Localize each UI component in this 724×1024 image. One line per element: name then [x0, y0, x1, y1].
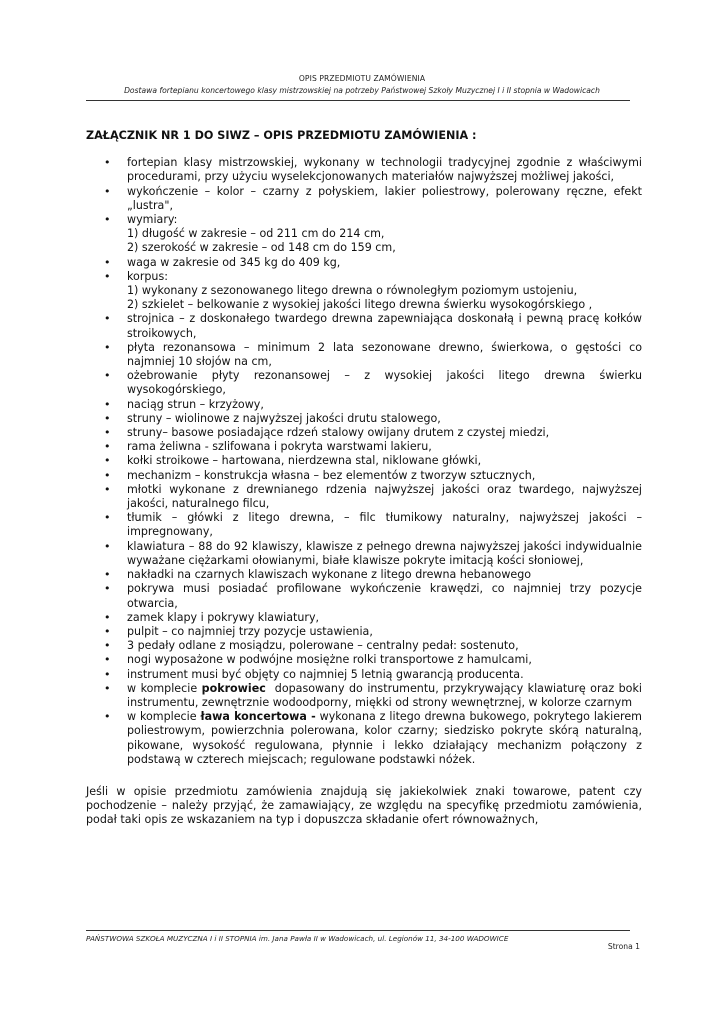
list-item [86, 440, 642, 454]
list-item-text: tłumik – główki z litego drewna, – filc tłumikowy naturalny, najwyższej jakości – impregnowany, [127, 511, 642, 539]
list-item-text: młotki wykonane z drewnianego rdzenia najwyższej jakości oraz twardego, najwyższej jakości, naturalnego filcu, [127, 482, 642, 511]
cover-prefix: w komplecie [127, 681, 202, 695]
list-item [86, 185, 642, 213]
trademark-paragraph: Jeśli w opisie przedmiotu zamówienia znajdują się jakiekolwiek znaki towarowe, patent czy pochodzenie – należy przyjąć, że zamawiający, ze względu na specyfikę przedmiotu zamówienia, podał taki opis ze wskazaniem na typ i dopuszcza składanie ofert równoważnych, [86, 784, 642, 827]
list-item [86, 639, 642, 653]
list-item [86, 668, 642, 682]
list-item-text: strojnica – z doskonałego twardego drewna zapewniająca doskonałą i pewną pracę kołków stroikowych, [127, 312, 642, 340]
list-item [86, 611, 642, 625]
document-body [86, 129, 646, 828]
list-item-text: waga w zakresie od 345 kg do 409 kg, [127, 255, 341, 269]
list-item-text: • korpus: [127, 269, 168, 283]
body-sub-2: 2) szkielet – belkowanie z wysokiej jakości litego drewna świerku wysokogórskiego , [127, 298, 593, 312]
footer-divider [86, 930, 630, 931]
list-item [86, 483, 642, 511]
list-item-text: 3 pedały odlane z mosiądzu, polerowane – centralny pedał: sostenuto, [127, 639, 519, 653]
list-item [86, 341, 642, 369]
list-item [86, 681, 646, 710]
list-item [86, 469, 642, 483]
specification-list [86, 156, 646, 767]
footer-school: PAŃSTWOWA SZKOŁA MUZYCZNA I i II STOPNIA im. Jana Pawła II w Wadowicach, ul. Legionów 11, 34-100 WADOWICE [86, 934, 509, 943]
list-item [86, 540, 642, 568]
list-item-text: struny– basowe posiadające rdzeń stalowy owijany drutem z czystej miedzi, [127, 426, 550, 440]
list-item [86, 454, 642, 468]
list-item-text: struny – wiolinowe z najwyższej jakości drutu stalowego, [127, 411, 441, 425]
header-divider [86, 100, 630, 101]
dimension-length: 1) długość w zakresie – od 211 cm do 214 cm, [127, 227, 385, 241]
list-item-text: pokrywa musi posiadać profilowane wykończenie krawędzi, co najmniej trzy pozycje otwarcia, [127, 582, 642, 610]
list-item-text: kołki stroikowe – hartowana, nierdzewna stal, niklowane główki, [127, 454, 482, 468]
list-item-text: • wymiary: [127, 213, 178, 227]
header-title: OPIS PRZEDMIOTU ZAMÓWIENIA [298, 74, 426, 83]
list-item [86, 625, 642, 639]
list-item-text: rama żeliwna - szlifowana i pokryta warstwami lakieru, [127, 440, 432, 454]
list-item [86, 568, 642, 582]
list-item [86, 156, 642, 184]
dimension-width: 2) szerokość w zakresie – od 148 cm do 159 cm, [127, 241, 396, 255]
list-item [86, 270, 642, 313]
list-item-text: naciąg strun – krzyżowy, [127, 397, 264, 411]
bench-rest: wykonana z litego drewna bukowego, pokrytego lakierem poliestrowym, powierzchnia polerowana, kolor czarny; siedzisko pokryte skórą naturalną, pikowane, wysokość regulowana, płynnie i lekko działający mechanizm połączony z podstawą w czterech miejscach; regulowane podstawki nóżek. [127, 710, 642, 766]
list-item-text: wykończenie – kolor – czarny z połyskiem, lakier poliestrowy, polerowany ręczne, efekt „lustra", [127, 184, 642, 212]
list-item [86, 213, 642, 256]
list-item-text: fortepian klasy mistrzowskiej, wykonany w technologii tradycyjnej zgodnie z właściwymi procedurami, przy użyciu wyselekcjonowanych materiałów najwyższej możliwej jakości, [127, 156, 642, 184]
list-item [86, 369, 642, 397]
list-item-text: klawiatura – 88 do 92 klawiszy, klawisze z pełnego drewna najwyższej jakości indywidualnie wyważane ciężarkami ołowianymi, białe klawisze pokryte imitacją kości słoniowej, [127, 539, 642, 567]
list-item [86, 312, 642, 340]
body-sub-1: 1) wykonany z sezonowanego litego drewna o równoległym poziomym ustojeniu, [127, 284, 578, 298]
list-item-text: płyta rezonansowa – minimum 2 lata sezonowane drewno, świerkowa, o gęstości co najmniej 10 słojów na cm, [127, 340, 642, 369]
header-subtitle: Dostawa fortepianu koncertowego klasy mistrzowskiej na potrzeby Państwowej Szkoły Muzycznej I i II stopnia w Wadowicach [124, 86, 600, 95]
cover-rest: dopasowany do instrumentu, przykrywający klawiaturę oraz boki instrumentu, zewnętrznie wodoodporny, miękki od strony wewnętrznej, w kolorze czarnym [127, 681, 646, 709]
bench-prefix: w komplecie [127, 710, 201, 724]
page-heading: ZAŁĄCZNIK NR 1 DO SIWZ – OPIS PRZEDMIOTU ZAMÓWIENIA : [86, 129, 477, 142]
list-item-text: ożebrowanie płyty rezonansowej – z wysokiej jakości litego drewna świerku wysokogórskiego, [127, 369, 642, 397]
bench-bold: ława koncertowa - [200, 710, 316, 724]
page-number: Strona 1 [607, 942, 640, 951]
list-item [86, 653, 642, 667]
list-item-text: instrument musi być objęty co najmniej 5 letnią gwarancją producenta. [127, 667, 524, 681]
list-item-text: nogi wyposażone w podwójne mosiężne rolki transportowe z hamulcami, [127, 653, 532, 667]
list-item [86, 582, 642, 610]
list-item [86, 710, 642, 767]
list-item [86, 426, 642, 440]
list-item-text: nakładki na czarnych klawiszach wykonane z litego drewna hebanowego [127, 568, 532, 582]
list-item-text: zamek klapy i pokrywy klawiatury, [127, 610, 320, 624]
list-item [86, 398, 642, 412]
list-item [86, 511, 642, 539]
list-item [86, 412, 642, 426]
list-item-text: pulpit – co najmniej trzy pozycje ustawienia, [127, 624, 373, 638]
list-item [86, 256, 642, 270]
list-item-text: mechanizm – konstrukcja własna – bez elementów z tworzyw sztucznych, [127, 468, 536, 482]
cover-bold: pokrowiec [201, 681, 266, 695]
